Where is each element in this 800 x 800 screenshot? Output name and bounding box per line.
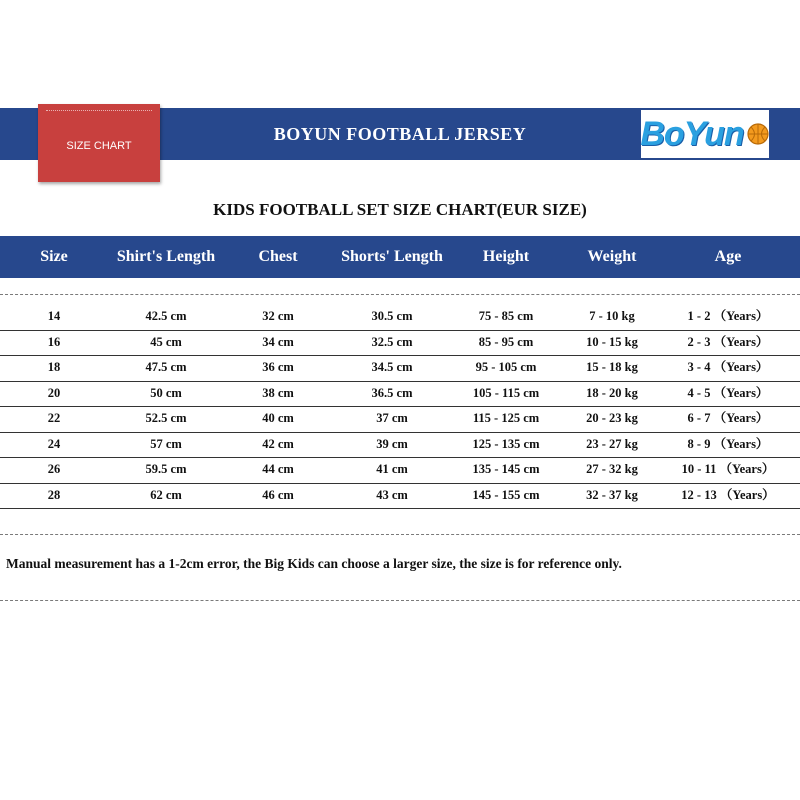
table-cell: 3 - 4 （Years） — [687, 360, 769, 374]
divider — [0, 534, 800, 535]
table-cell: 1 - 2 （Years） — [687, 309, 769, 323]
table-cell: 34 cm — [262, 334, 294, 349]
table-cell: 28 — [47, 487, 61, 502]
table-cell: 37 cm — [376, 411, 408, 425]
table-cell: 30.5 cm — [371, 309, 413, 323]
table-cell: 12 - 13 （Years） — [681, 487, 775, 502]
table-cell: 115 - 125 cm — [472, 411, 540, 425]
table-cell: 32.5 cm — [371, 334, 413, 349]
divider — [0, 600, 800, 601]
table-cell: 47.5 cm — [145, 360, 187, 374]
column-header: Size — [40, 248, 68, 265]
table-cell: 27 - 32 kg — [586, 462, 638, 476]
table-cell: 41 cm — [376, 462, 408, 476]
table-cell: 39 cm — [376, 436, 408, 451]
table-cell: 14 — [47, 309, 61, 323]
table-cell: 125 - 135 cm — [472, 436, 540, 451]
table-cell: 105 - 115 cm — [472, 385, 540, 400]
table-cell: 75 - 85 cm — [478, 309, 534, 323]
table-cell: 42 cm — [262, 436, 294, 451]
table-cell: 42.5 cm — [145, 309, 187, 323]
table-cell: 52.5 cm — [145, 411, 187, 425]
table-cell: 16 — [47, 334, 61, 349]
table-cell: 34.5 cm — [371, 360, 413, 374]
size-chart-badge — [38, 104, 160, 182]
page-title: KIDS FOOTBALL SET SIZE CHART(EUR SIZE) — [213, 200, 587, 219]
table-cell: 95 - 105 cm — [475, 360, 537, 374]
brand-title: BOYUN FOOTBALL JERSEY — [273, 124, 527, 144]
badge-label: SIZE CHART — [66, 140, 132, 152]
table-cell: 43 cm — [376, 487, 408, 502]
divider — [0, 294, 800, 295]
table-cell: 40 cm — [262, 411, 294, 425]
table-cell: 45 cm — [150, 334, 182, 349]
table-cell: 46 cm — [262, 487, 294, 502]
table-cell: 4 - 5 （Years） — [687, 385, 769, 400]
table-cell: 24 — [47, 436, 61, 451]
table-cell: 15 - 18 kg — [586, 360, 638, 374]
table-cell: 8 - 9 （Years） — [687, 436, 769, 451]
brand-logo — [641, 110, 769, 158]
table-cell: 23 - 27 kg — [586, 436, 638, 451]
logo-text: BoYun — [640, 114, 744, 153]
measurement-note: Manual measurement has a 1-2cm error, the Big Kids can choose a larger size, the size is for reference only. — [6, 556, 622, 571]
column-header: Weight — [587, 248, 637, 265]
table-cell: 59.5 cm — [145, 462, 187, 476]
table-cell: 26 — [47, 462, 61, 476]
table-cell: 36 cm — [262, 360, 294, 374]
table-cell: 2 - 3 （Years） — [687, 334, 769, 349]
table-cell: 85 - 95 cm — [478, 334, 534, 349]
table-cell: 145 - 155 cm — [472, 487, 540, 502]
row-divider — [0, 508, 800, 509]
table-cell: 50 cm — [150, 385, 182, 400]
table-cell: 57 cm — [150, 436, 182, 451]
table-cell: 18 - 20 kg — [586, 385, 638, 400]
column-header: Shorts' Length — [341, 248, 443, 265]
table-cell: 38 cm — [262, 385, 294, 400]
table-cell: 135 - 145 cm — [472, 462, 540, 476]
table-cell: 44 cm — [262, 462, 294, 476]
table-cell: 18 — [47, 360, 61, 374]
table-cell: 32 - 37 kg — [586, 487, 638, 502]
column-header: Shirt's Length — [116, 248, 216, 265]
column-header: Age — [714, 248, 742, 265]
table-cell: 20 — [47, 385, 61, 400]
table-cell: 36.5 cm — [371, 385, 413, 400]
table-cell: 10 - 15 kg — [586, 334, 638, 349]
column-header: Height — [482, 248, 530, 265]
table-cell: 62 cm — [150, 487, 182, 502]
table-cell: 10 - 11 （Years） — [681, 462, 775, 476]
table-cell: 32 cm — [262, 309, 294, 323]
table-cell: 22 — [47, 411, 61, 425]
column-header: Chest — [258, 248, 298, 265]
table-cell: 20 - 23 kg — [586, 411, 638, 425]
basketball-icon — [746, 122, 770, 146]
table-cell: 7 - 10 kg — [589, 309, 635, 323]
table-cell: 6 - 7 （Years） — [687, 411, 769, 425]
